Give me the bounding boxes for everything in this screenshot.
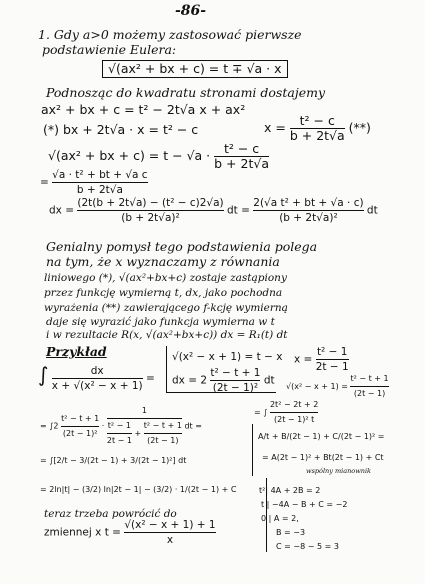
integral-equals: =	[145, 372, 155, 385]
final-fraction	[124, 518, 215, 547]
partial-fraction-line-1: A/t + B/(2t − 1) + C/(2t − 1)² =	[258, 432, 385, 441]
system-row-2: t | −4A − B + C = −2	[261, 500, 348, 509]
x-denominator: b + 2t√a	[289, 128, 345, 143]
derivation-line-1: Podnosząc do kwadratu stronami dostajemy	[46, 85, 326, 100]
r2-mid: dt	[263, 374, 275, 387]
integral-denominator: x + √(x² − x + 1)	[51, 380, 143, 392]
s1-res-fraction	[270, 398, 318, 427]
r2b-numerator: t² − t + 1	[350, 374, 389, 383]
s1-f1-num: t² − t + 1	[61, 413, 100, 423]
s1-res-lhs: = ∫	[254, 408, 268, 417]
s1-f2-num: 1	[141, 406, 147, 415]
sqrt-result-fraction	[52, 168, 147, 197]
substitution-r1: √(x² − x + 1) = t − x	[172, 351, 283, 363]
s1-dot: ·	[101, 421, 105, 431]
final-t: t =	[104, 526, 121, 539]
r1b-lhs: x =	[294, 353, 313, 366]
dx-expression	[49, 196, 378, 225]
dx-result-tail: dt	[366, 204, 378, 217]
euler-substitution-box: √(ax² + bx + c) = t ∓ √a · x	[102, 60, 288, 78]
dx-result-numerator: 2(√a t² + bt + √a · c)	[253, 197, 364, 209]
substitution-r2	[172, 366, 275, 395]
s1-plus: +	[134, 429, 142, 438]
step-3: = 2ln|t| − (3/2) ln|2t − 1| − (3/2) · 1/(2t − 1) + C	[40, 485, 237, 494]
partial-fraction-note: wspólny mianownik	[306, 467, 371, 475]
partial-fraction-box-left	[252, 424, 253, 476]
explanation-line-1: Genialny pomysł tego podstawienia polega	[46, 239, 318, 254]
explanation-line-3: liniowego (*), √(ax²+bx+c) zostaje zastąpiony	[44, 272, 287, 284]
sqrt-result-denominator: b + 2t√a	[52, 182, 147, 197]
s1-f3-num: t² − t + 1	[143, 421, 182, 430]
sqrt-result-numerator: √a · t² + bt + √a c	[52, 169, 148, 181]
final-lhs: zmiennej x	[44, 526, 102, 539]
s1-f1	[61, 412, 99, 441]
final-denominator: x	[124, 532, 215, 547]
r2b-lhs: √(x² − x + 1) =	[286, 382, 348, 391]
sqrt-result-eq: =	[40, 176, 49, 189]
x-expression	[264, 114, 371, 143]
sqrt-result	[40, 168, 148, 197]
r2-lhs: dx = 2	[172, 374, 208, 387]
example-title: Przykład	[46, 344, 107, 359]
dx-denominator: (b + 2t√a)²	[77, 210, 223, 225]
sqrt-numerator: t² − c	[223, 141, 260, 156]
step-1-result	[254, 398, 318, 427]
system-row-5: C = −8 − 5 = 3	[276, 542, 339, 551]
step-2: = ∫[2/t − 3/(2t − 1) + 3/(2t − 1)²] dt	[40, 456, 187, 465]
heading-line-2: podstawienie Eulera:	[42, 42, 177, 57]
dx-fraction	[77, 196, 223, 225]
dx-result-fraction	[253, 196, 363, 225]
s1-f2-den	[107, 418, 182, 448]
system-row-1: t²| 4A + 2B = 2	[259, 486, 321, 495]
x-numerator: t² − c	[299, 113, 335, 128]
page-number: -86-	[175, 3, 207, 19]
s1-f2-inner-den: 2t − 1	[107, 433, 132, 448]
sqrt-expression	[48, 142, 269, 171]
substitution-box-left	[166, 346, 167, 392]
explanation-line-7: i w rezultacie R(x, √(ax²+bx+c)) dx = R₁(t) dt	[46, 329, 288, 341]
sqrt-lhs: √(ax² + bx + c) = t − √a ·	[48, 148, 211, 163]
linear-equation: (*) bx + 2t√a · x = t² − c	[43, 122, 199, 137]
derivation-line-2: ax² + bx + c = t² − 2t√a x + ax²	[41, 102, 246, 117]
partial-fraction-line-2: = A(2t − 1)² + Bt(2t − 1) + Ct	[262, 453, 384, 462]
s1-f1-den: (2t − 1)²	[61, 426, 99, 441]
dx-numerator: (2t(b + 2t√a) − (t² − c)2√a)	[77, 197, 224, 209]
r2-denominator: (2t − 1)²	[210, 380, 260, 395]
r2-fraction	[210, 366, 260, 395]
explanation-line-2: na tym, że x wyznaczamy z równania	[46, 254, 280, 269]
final-line-2	[44, 518, 216, 547]
sqrt-denominator: b + 2t√a	[214, 156, 269, 171]
system-row-4: B = −3	[276, 528, 306, 537]
r2b-denominator: (2t − 1)	[350, 386, 388, 401]
explanation-line-5: wyrażenia (**) zawierającego f-kcję wymierną	[44, 302, 288, 314]
s1-f2	[107, 404, 182, 448]
dx-mid: dt =	[227, 204, 250, 217]
heading-line-1: 1. Gdy a>0 możemy zastosować pierwsze	[38, 27, 302, 42]
x-fraction	[290, 114, 345, 143]
s1-res-den: (2t − 1)² t	[270, 412, 318, 427]
integral-fraction	[52, 364, 143, 393]
dx-result-denominator: (b + 2t√a)²	[253, 210, 363, 225]
substitution-r2b	[286, 372, 389, 401]
step-1	[40, 404, 202, 448]
substitution-r1b	[294, 345, 349, 374]
final-numerator: √(x² − x + 1) + 1	[124, 519, 216, 531]
sqrt-fraction	[214, 142, 269, 171]
s1-f2-inner-num: t² − 1	[107, 421, 132, 430]
integral-numerator: dx	[90, 365, 104, 377]
final-line-1: teraz trzeba powrócić do	[44, 508, 177, 520]
x-lhs: x =	[264, 120, 286, 135]
r1b-fraction	[316, 345, 349, 374]
explanation-line-6: daje się wyrazić jako funkcja wymierna w t	[46, 316, 275, 328]
dx-lhs: dx =	[49, 204, 75, 217]
double-star-tag: (**)	[348, 120, 371, 135]
r2b-fraction	[350, 372, 388, 401]
explanation-line-4: przez funkcję wymierną t, dx, jako pochodna	[44, 287, 283, 299]
s1-tail: dt =	[184, 421, 202, 431]
s1-res-num: 2t² − 2t + 2	[269, 400, 319, 409]
s1-f3-den: (2t − 1)	[144, 433, 182, 448]
r1b-denominator: 2t − 1	[315, 361, 349, 373]
example-integral: ∫ $\frac{dx}{\text{x + √(x² − x + 1)}}$ =	[38, 362, 155, 392]
r1b-numerator: t² − 1	[316, 346, 348, 358]
system-row-3: 0 | A = 2,	[261, 514, 299, 523]
r2-numerator: t² − t + 1	[210, 367, 261, 379]
s1-lhs: = ∫2	[40, 421, 59, 431]
